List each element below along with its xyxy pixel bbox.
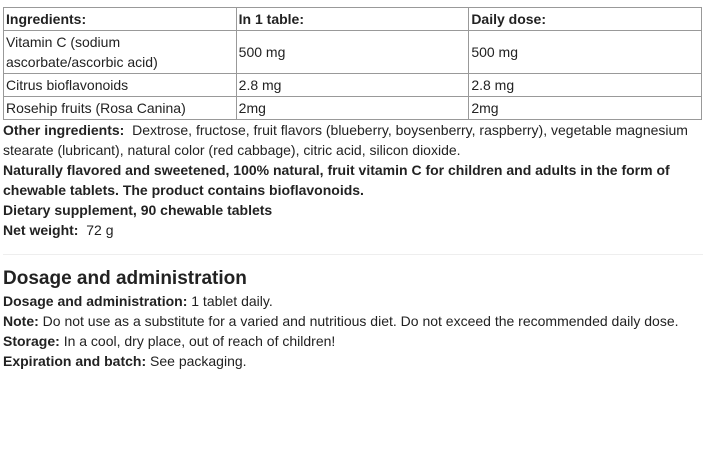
header-daily-dose: Daily dose:: [469, 8, 702, 31]
header-ingredients: Ingredients:: [4, 8, 237, 31]
dosage-paragraph: [3, 291, 703, 311]
dosage-section-title: Dosage and administration: [3, 268, 247, 289]
supplement-line: Dietary supplement, 90 chewable tablets: [3, 202, 273, 218]
ingredient-name: Citrus bioflavonoids: [4, 74, 237, 97]
expiration-text: See packaging.: [150, 353, 247, 369]
header-per-tablet: In 1 table:: [236, 8, 469, 31]
note-text: Do not use as a substitute for a varied and nutritious diet. Do not exceed the recommended daily dose.: [42, 313, 679, 329]
ingredient-per-tablet: 2mg: [236, 97, 469, 120]
dosage-text: 1 tablet daily.: [191, 293, 273, 309]
table-row: [4, 74, 702, 97]
net-weight-paragraph: [3, 220, 703, 240]
expiration-label: Expiration and batch:: [3, 353, 147, 369]
table-row: [4, 31, 702, 74]
storage-paragraph: [3, 331, 703, 351]
product-info: [3, 7, 703, 371]
other-ingredients-paragraph: [3, 120, 703, 160]
table-row: [4, 97, 702, 120]
ingredient-name: Rosehip fruits (Rosa Canina): [4, 97, 237, 120]
ingredient-name: Vitamin C (sodium ascorbate/ascorbic acid): [4, 31, 237, 74]
note-label: Note:: [3, 313, 39, 329]
storage-text: In a cool, dry place, out of reach of children!: [63, 333, 336, 349]
expiration-paragraph: [3, 351, 703, 371]
ingredients-table: [3, 7, 702, 120]
storage-label: Storage:: [3, 333, 60, 349]
ingredient-per-tablet: 500 mg: [236, 31, 469, 74]
table-header-row: [4, 8, 702, 31]
ingredient-daily: 2.8 mg: [469, 74, 702, 97]
note-paragraph: [3, 311, 703, 331]
section-divider: [3, 254, 703, 255]
net-weight-value: 72 g: [86, 222, 114, 238]
ingredient-daily: 2mg: [469, 97, 702, 120]
other-ingredients-label: Other ingredients:: [3, 122, 125, 138]
product-description: Naturally flavored and sweetened, 100% natural, fruit vitamin C for children and adults in the form of chewable tablets. The product contains bioflavonoids.: [3, 162, 670, 198]
dosage-label: Dosage and administration:: [3, 293, 188, 309]
ingredient-per-tablet: 2.8 mg: [236, 74, 469, 97]
ingredient-daily: 500 mg: [469, 31, 702, 74]
other-ingredients-text: Dextrose, fructose, fruit flavors (blueberry, boysenberry, raspberry), vegetable magnesium stearate (lubricant), natural color (red cabbage), citric acid, silicon dioxide.: [3, 122, 688, 158]
net-weight-label: Net weight:: [3, 222, 79, 238]
